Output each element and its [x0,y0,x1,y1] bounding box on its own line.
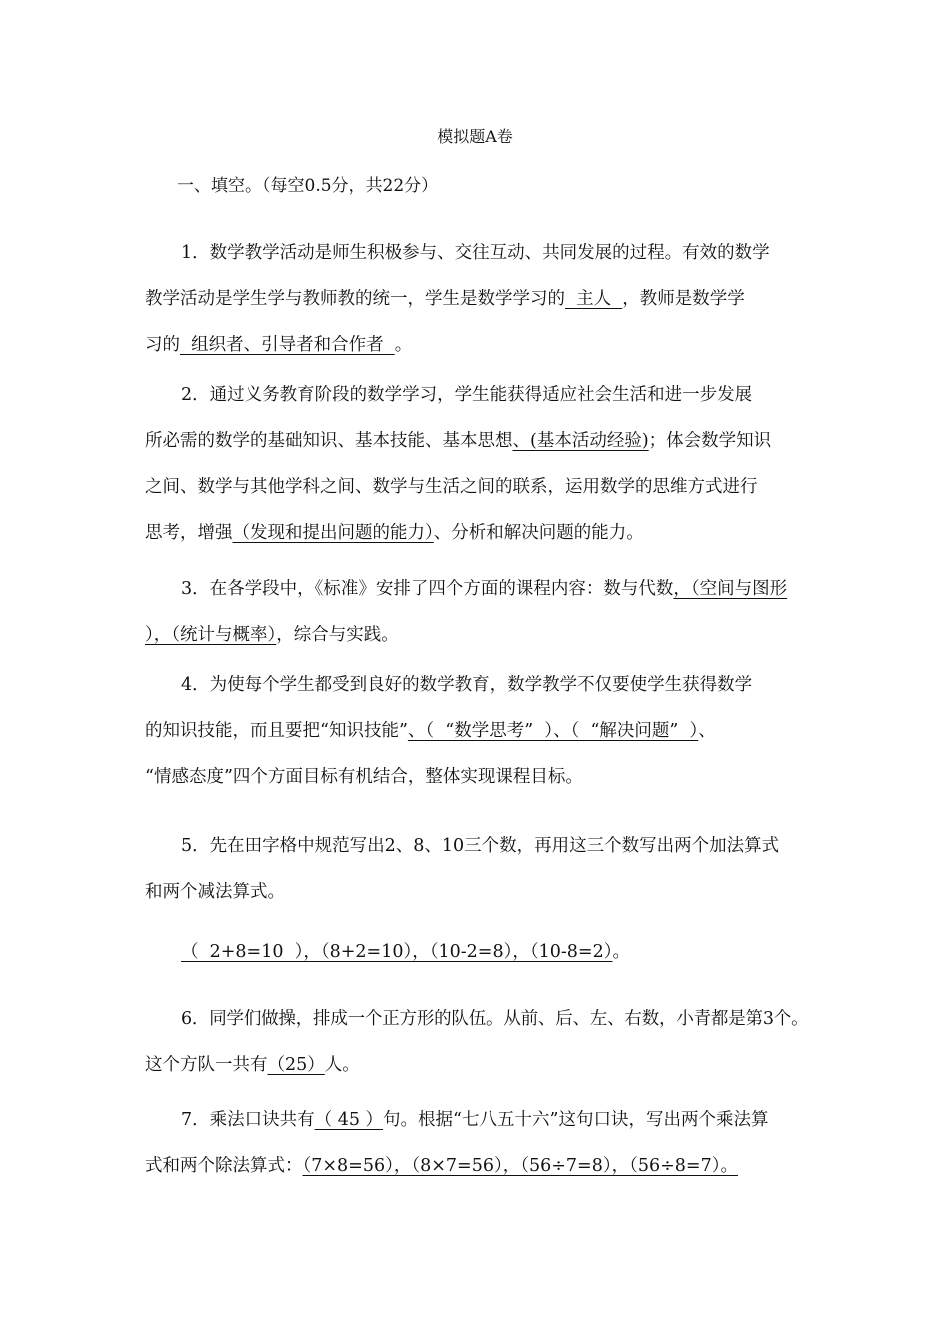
question-1 [145,230,810,368]
question-text-line: 的知识技能，而且要把“知识技能”、（ “数学思考” ）、（ “解决问题” ）、 [145,721,716,741]
section-heading: 一、填空。（每空0.5分，共22分） [177,176,439,196]
question-6 [145,996,810,1088]
answer-blank: 、(基本活动经验) [512,431,649,451]
question-7 [145,1097,810,1189]
answer-blank: （ 2+8=10 ），（8+2=10），（10-2=8），（10-8=2） [181,942,613,962]
question-text-line: 思考，增强（发现和提出问题的能力）、分析和解决问题的能力。 [145,523,644,543]
question-2 [145,372,810,556]
question-3 [145,566,810,658]
question-text: 5．先在田字格中规范写出2、8、10三个数，再用这三个数写出两个加法算式 [181,836,780,856]
answer-blank: （发现和提出问题的能力） [232,523,434,543]
question-text-line: 3．在各学段中，《标准》安排了四个方面的课程内容：数与代数，（空间与图形 [181,579,788,599]
answer-blank: （ 45 ） [314,1110,384,1130]
page-title: 模拟题A卷 [437,127,513,146]
question-5 [145,823,810,915]
question-text-line: 这个方队一共有（25）人。 [145,1055,360,1075]
question-text-line: 教学活动是学生学与教师教的统一，学生是数学学习的 主人 ，教师是数学学 [145,289,745,309]
question-text: 4．为使每个学生都受到良好的数学教育，数学教学不仅要使学生获得数学 [181,675,753,695]
question-text: 之间、数学与其他学科之间、数学与生活之间的联系，运用数学的思维方式进行 [145,477,758,497]
question-text: “情感态度”四个方面目标有机结合，整体实现课程目标。 [145,767,583,787]
question-text: 2．通过义务教育阶段的数学学习，学生能获得适应社会生活和进一步发展 [181,385,753,405]
answer-blank: 主人 [565,289,623,309]
question-text-line: ），（统计与概率），综合与实践。 [145,625,399,645]
question-text-line: 7．乘法口诀共有（ 45 ）句。根据“七八五十六”这句口诀，写出两个乘法算 [181,1110,769,1130]
question-text-line: （ 2+8=10 ），（8+2=10），（10-2=8），（10-8=2）。 [181,942,630,962]
question-text-line: 习的 组织者、引导者和合作者 。 [145,335,413,355]
answer-blank: （7×8=56），（8×7=56），（56÷7=8），（56÷8=7）。 [302,1156,738,1176]
question-4 [145,662,810,800]
answer-blank: 、（ “数学思考” ） [407,721,554,741]
answer-blank: ，（空间与图形 [673,579,788,599]
question-text: 和两个减法算式。 [145,882,285,902]
answer-blank: ），（统计与概率） [145,625,277,645]
question-text: 6．同学们做操，排成一个正方形的队伍。从前、后、左、右数，小青都是第3个。 [181,1009,809,1029]
answer-blank: （25） [267,1055,325,1075]
answer-blank: 、（ “解决问题” ） [553,721,699,741]
question-5-answer [181,929,846,975]
question-text-line: 所必需的数学的基础知识、基本技能、基本思想、(基本活动经验)；体会数学知识 [145,431,772,451]
question-text: 1．数学教学活动是师生积极参与、交往互动、共同发展的过程。有效的数学 [181,243,770,263]
answer-blank: 组织者、引导者和合作者 [180,335,395,355]
question-text-line: 式和两个除法算式：（7×8=56），（8×7=56），（56÷7=8），（56÷8=7）。 [145,1156,738,1176]
